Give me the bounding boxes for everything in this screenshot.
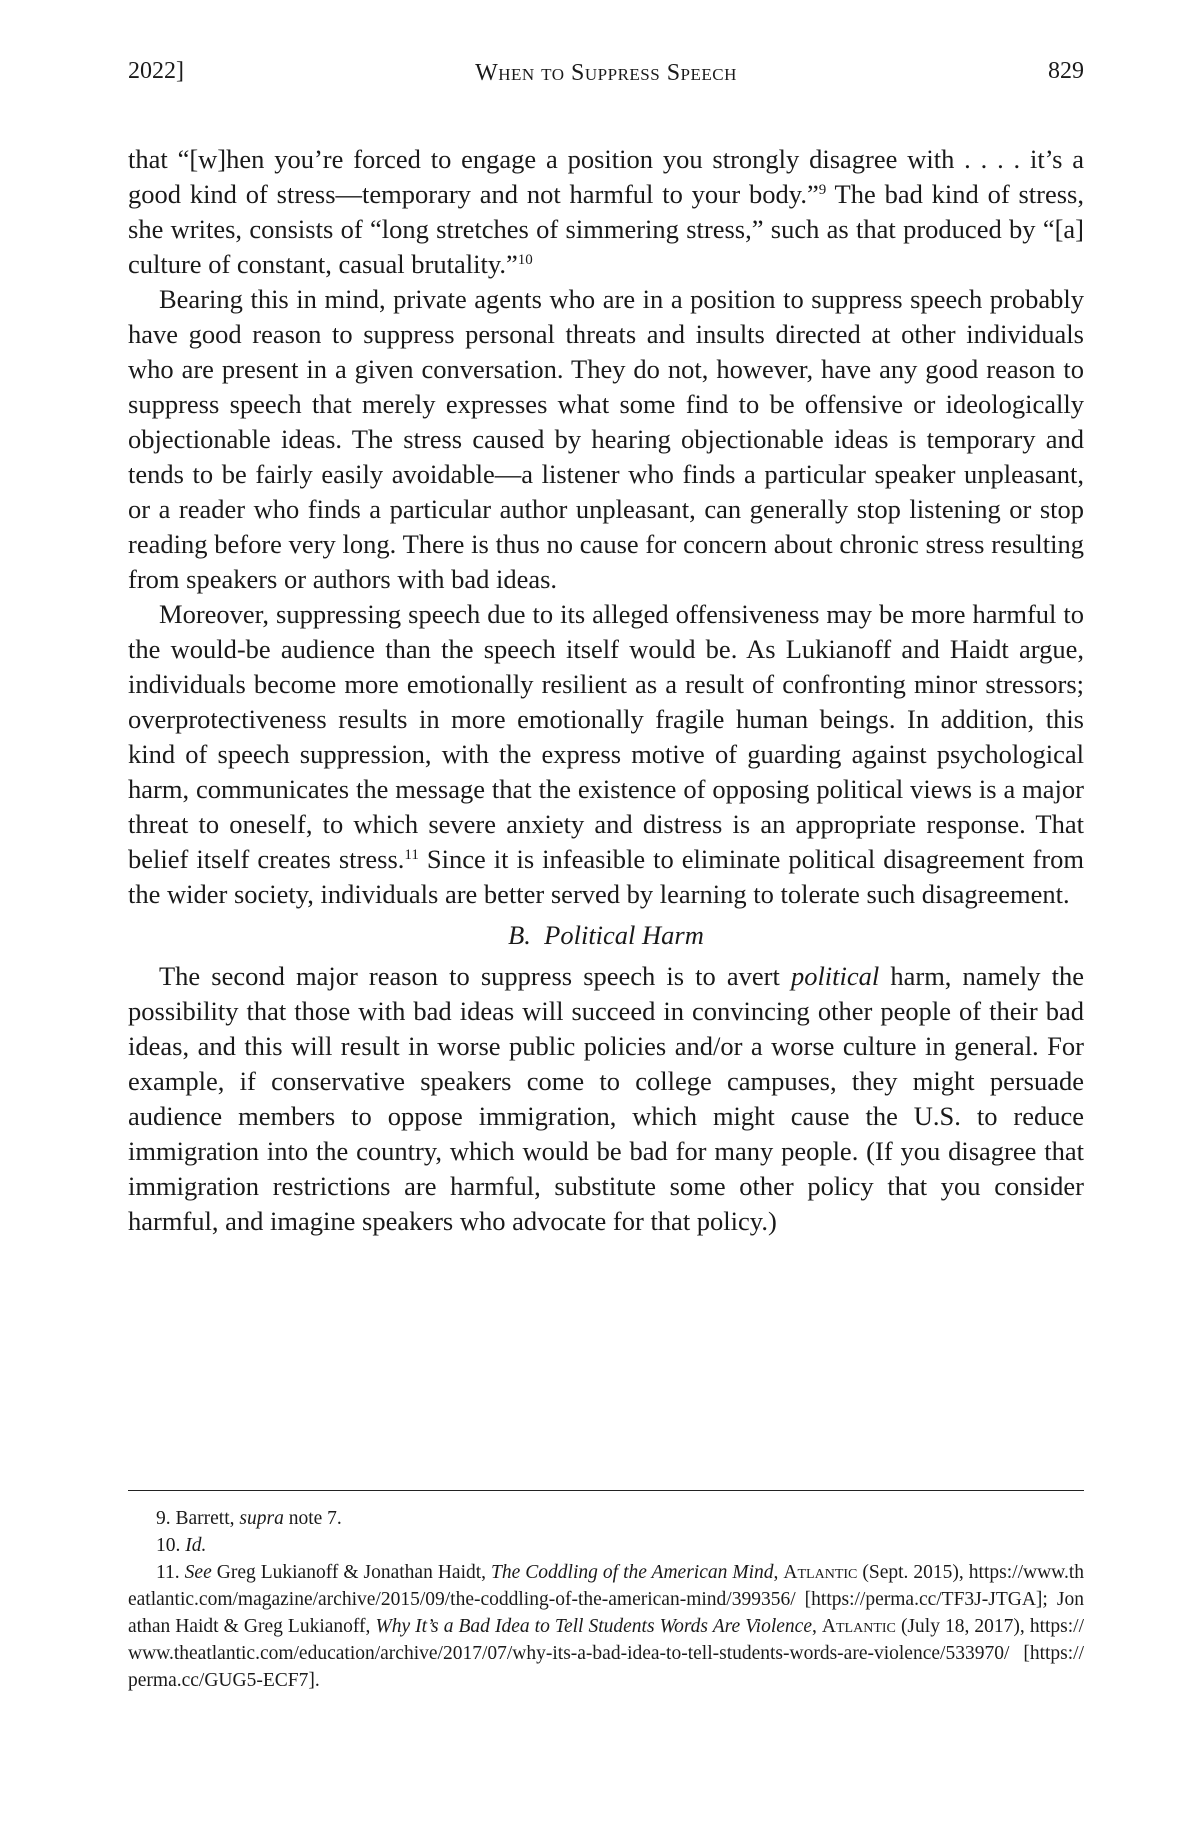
cited-title-2: Why It’s a Bad Idea to Tell Students Words Are Violence	[375, 1616, 812, 1637]
footnote-ref-9[interactable]: 9	[818, 182, 827, 198]
main-text	[128, 142, 1084, 1239]
paragraph-1: that “[w]hen you’re forced to engage a position you strongly disagree with . . . . it’s a good kind of stress—temporary and not harmful to your body.”$^9$ The bad kind of stress, she writes, consists of “long stretches of simmering stress,” such as that produced by “[a] culture of constant, casual brutality.”$^{10}$	[128, 144, 1084, 279]
footnote-divider	[128, 1490, 1084, 1491]
paragraph-2: Bearing this in mind, private agents who are in a position to suppress speech probably have good reason to suppress personal threats and insults directed at other individuals who are present in a given conversation. They do not, however, have any good reason to suppress speech that merely expresses what some find to be offensive or ideologically objectionable ideas. The stress caused by hearing objectionable ideas is temporary and tends to be fairly easily avoidable—a listener who finds a particular speaker unpleasant, or a reader who finds a particular author unpleasant, can generally stop listening or stop reading before very long. There is thus no cause for concern about chronic stress resulting from speakers or authors with bad ideas.	[128, 284, 1084, 594]
citation-links-1[interactable]: (Sept. 2015), https://www.theatlantic.com/magazine/archive/2015/09/the-coddling-of-the-american-mind/399356/ [https://perma.cc/TF3J-JTGA]; Jonathan Haidt & Greg Lukianoff,	[128, 1562, 1085, 1637]
cited-title-1: The Coddling of the American Mind	[491, 1562, 774, 1583]
section-title: Political Harm	[544, 920, 704, 950]
footnote-ref-10[interactable]: 10	[517, 252, 533, 268]
publication-1: Atlantic	[783, 1562, 858, 1583]
volume-year: 2022]	[128, 58, 184, 84]
footnote-ref-11[interactable]: 11	[404, 847, 419, 863]
running-header	[128, 58, 1084, 92]
running-title: When to Suppress Speech	[475, 60, 737, 86]
citation-links-2[interactable]: (July 18, 2017), https://www.theatlantic.com/education/archive/2017/07/why-its-a-bad-idea-to-tell-students-words-are-violence/533970/ [https://perma.cc/GUG5-ECF7].	[128, 1616, 1085, 1691]
footnote-10: 10. Id.	[156, 1535, 207, 1556]
section-letter: B.	[508, 920, 531, 950]
footnote-9: 9. Barrett, supra note 7.	[156, 1508, 342, 1529]
paragraph-3: Moreover, suppressing speech due to its alleged offensiveness may be more harmful to the would-be audience than the speech itself would be. As Lukianoff and Haidt argue, individuals become more emotionally resilient as a result of confronting minor stressors; overprotectiveness results in more emotionally fragile human beings. In addition, this kind of speech suppression, with the express motive of guarding against psychological harm, communicates the message that the existence of opposing political views is a major threat to oneself, to which severe anxiety and distress is an appropriate response. That belief itself creates stress.$^{11}$ Since it is infeasible to eliminate political disagreement from the wider society, individuals are better served by learning to tolerate such disagreement.	[128, 599, 1084, 909]
emphasis-political: political	[790, 961, 880, 991]
footnote-11: 11. See Greg Lukianoff & Jonathan Haidt, The Coddling of the American Mind, Atlantic (Sept. 2015), https://www.theatlantic.com/magazine/archive/2015/09/the-coddling-of-the-american-mind/399356/ [https://perma.cc/TF3J-JTGA]; Jonathan Haidt & Greg Lukianoff, Why It’s a Bad Idea to Tell Students Words Are Violence, Atlantic (July 18, 2017), https://www.theatlantic.com/education/archive/2017/07/why-its-a-bad-idea-to-tell-students-words-are-violence/533970/ [https://perma.cc/GUG5-ECF7].	[128, 1562, 1085, 1691]
publication-2: Atlantic	[821, 1616, 896, 1637]
page-number: 829	[1048, 58, 1084, 84]
section-heading	[128, 918, 1084, 953]
footnotes	[128, 1505, 1084, 1694]
paragraph-4: The second major reason to suppress speech is to avert political harm, namely the possibility that those with bad ideas will succeed in convincing other people of their bad ideas, and this will result in worse public policies and/or a worse culture in general. For example, if conservative speakers come to college campuses, they might persuade audience members to oppose immigration, which might cause the U.S. to reduce immigration into the country, which would be bad for many people. (If you disagree that immigration restrictions are harmful, substitute some other policy that you consider harmful, and imagine speakers who advocate for that policy.)	[128, 961, 1084, 1236]
